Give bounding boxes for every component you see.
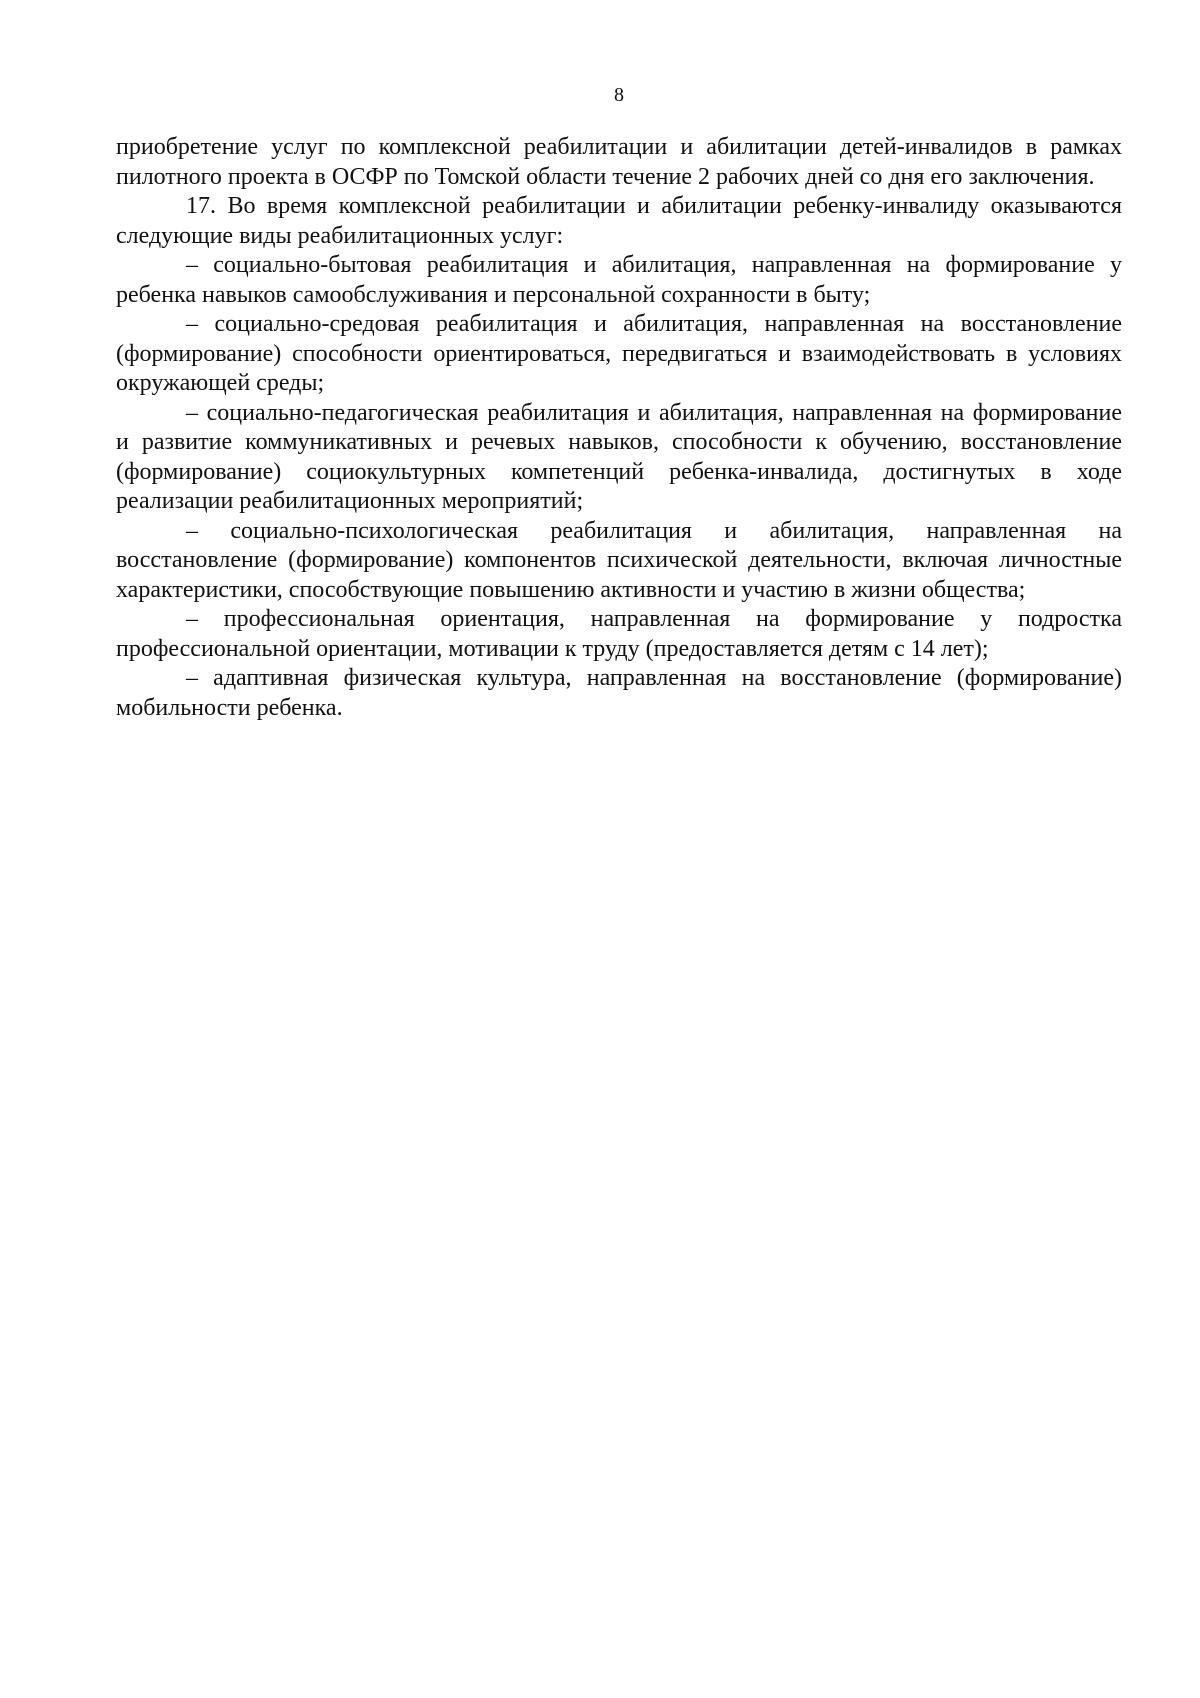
list-item-social-pedagogical: – социально-педагогическая реабилитация и абилитация, направленная на формирование и развитие коммуникативных и речевых навыков, способности к обучению, восстановление (формирование) социокультурных компетенций ребенка-инвалида, достигнутых в ходе реализации реабилитационных мероприятий; [116,399,1122,514]
paragraph-continuation: приобретение услуг по комплексной реабилитации и абилитации детей-инвалидов в рамках пилотного проекта в ОСФР по Томской области течение 2 рабочих дней со дня его заключения. [116,134,1122,190]
list-item-social-psychological: – социально-психологическая реабилитация и абилитация, направленная на восстановление (формирование) компонентов психической деятельности, включая личностные характеристики, способствующие повышению активности и участию в жизни общества; [116,517,1122,603]
paragraph-item-17: 17. Во время комплексной реабилитации и абилитации ребенку-инвалиду оказываются следующие виды реабилитационных услуг: [116,193,1122,249]
list-item-social-domestic: – социально-бытовая реабилитация и абилитация, направленная на формирование у ребенка навыков самообслуживания и персональной сохранности в быту; [116,252,1122,308]
page-number: 8 [614,84,624,106]
document-body [116,133,1122,723]
list-item-vocational-orientation: – профессиональная ориентация, направленная на формирование у подростка профессиональной ориентации, мотивации к труду (предоставляется детям с 14 лет); [116,606,1122,662]
list-item-social-environmental: – социально-средовая реабилитация и абилитация, направленная на восстановление (формирование) способности ориентироваться, передвигаться и взаимодействовать в условиях окружающей среды; [116,311,1122,396]
list-item-adaptive-physical-culture: – адаптивная физическая культура, направленная на восстановление (формирование) мобильности ребенка. [116,665,1122,721]
